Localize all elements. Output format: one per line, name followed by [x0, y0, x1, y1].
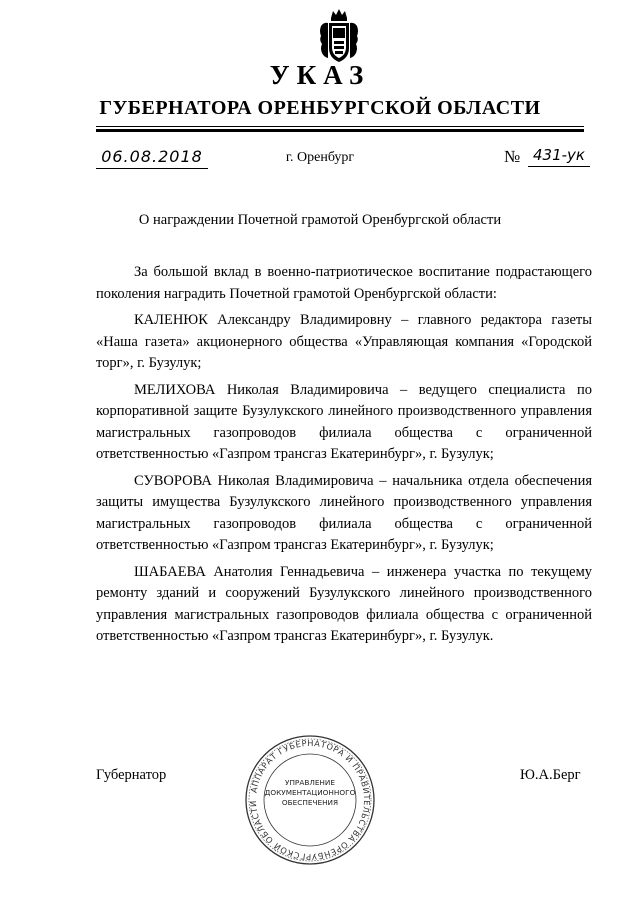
- decree-paragraph: КАЛЕНЮК Александру Владимировну – главного редактора газеты «Наша газета» акционерного общества «Управляющая компания «Городской торг», г. Бузулук;: [96, 312, 592, 371]
- number-sign: №: [504, 147, 521, 166]
- decree-paragraph: МЕЛИХОВА Николая Владимировича – ведущего специалиста по корпоративной защите Бузулукского линейного производственного управления магистральных газопроводов филиала общества с ограниченной ответственностью «Газпром трансгаз Екатеринбург», г. Бузулук;: [96, 381, 592, 462]
- decree-subject: О награждении Почетной грамотой Оренбургской области: [138, 212, 502, 228]
- decree-city: г. Оренбург: [285, 150, 355, 165]
- stamp-line: ОБЕСПЕЧЕНИЯ: [281, 798, 339, 807]
- signatory-name: Ю.А.Берг: [520, 767, 581, 783]
- header-divider-thick: [96, 129, 584, 132]
- stamp-center-label: [263, 778, 357, 808]
- decree-paragraph: За большой вклад в военно-патриотическое воспитание подрастающего поколения наградить Почетной грамотой Оренбургской области:: [96, 264, 592, 302]
- decree-paragraph: ШАБАЕВА Анатолия Геннадьевича – инженера участка по текущему ремонту зданий и сооружений Бузулукского линейного производственного управления магистральных газопроводов филиала общества с ограниченной ответственностью «Газпром трансгаз Екатеринбург», г. Бузулук.: [96, 563, 592, 644]
- stamp-line: УПРАВЛЕНИЕ: [285, 778, 335, 787]
- stamp-ring-textpath: АППАРАТ ГУБЕРНАТОРА И ПРАВИТЕЛЬСТВА ОРЕНБУРГСКОЙ ОБЛАСТИ: [247, 737, 373, 863]
- issuing-authority-title: ГУБЕРНАТОРА ОРЕНБУРГСКОЙ ОБЛАСТИ: [99, 97, 541, 119]
- decree-paragraph: СУВОРОВА Николая Владимировича – начальника отдела обеспечения защиты имущества Бузулукского линейного производственного управления магистральных газопроводов филиала общества с ограниченной ответственностью «Газпром трансгаз Екатеринбург», г. Бузулук;: [96, 472, 592, 553]
- oblast-coat-of-arms-icon: [318, 8, 360, 64]
- document-type-title: УКАЗ: [269, 60, 371, 90]
- header-divider-thin: [96, 126, 584, 127]
- decree-date: 06.08.2018: [96, 146, 208, 169]
- decree-number: 431-ук: [528, 144, 590, 167]
- signatory-title: Губернатор: [96, 767, 167, 783]
- decree-body: [96, 262, 592, 653]
- stamp-line: ДОКУМЕНТАЦИОННОГО: [264, 788, 356, 797]
